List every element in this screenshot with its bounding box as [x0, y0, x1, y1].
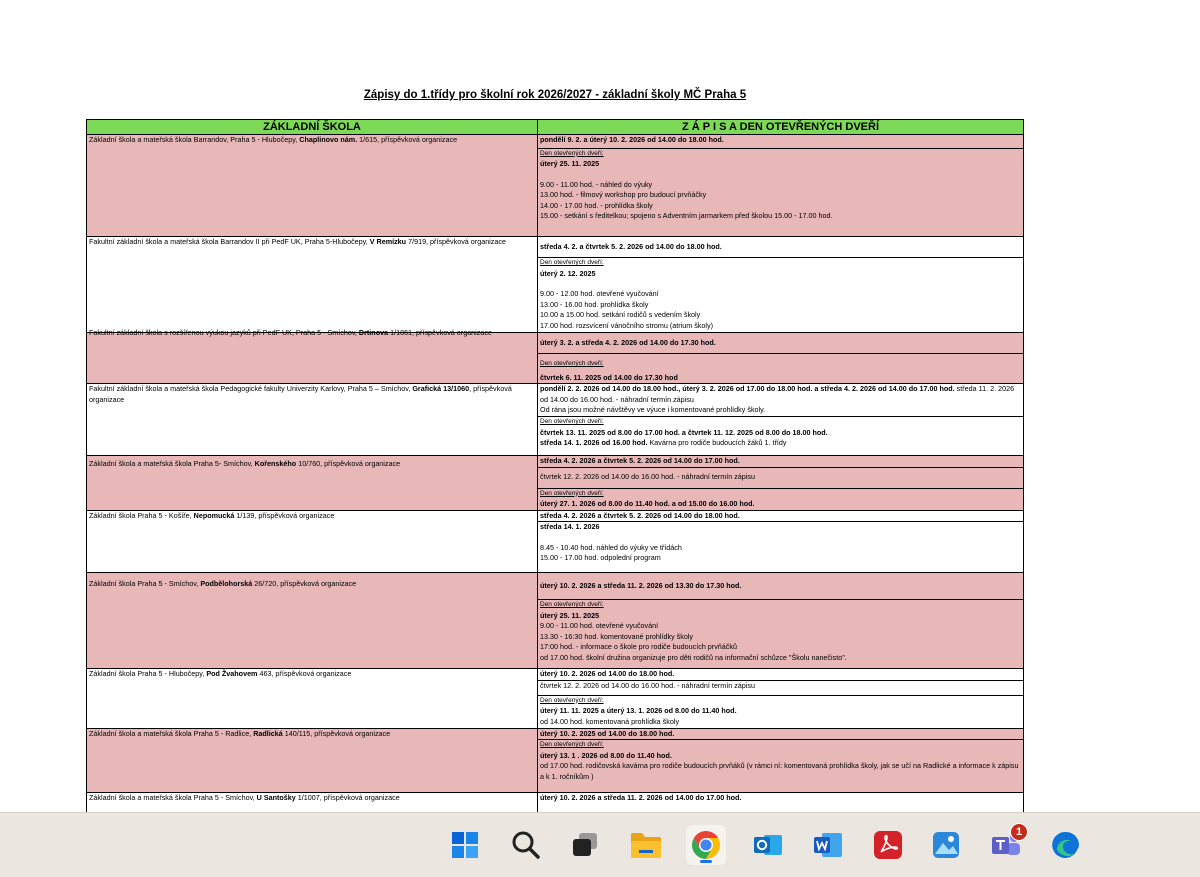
- enroll-alt-cell: čtvrtek 12. 2. 2026 od 14.00 do 16.00 hod. - náhradní termín zápisu: [538, 467, 1024, 488]
- document-title: Zápisy do 1.třídy pro školní rok 2026/2027 - základní školy MČ Praha 5: [363, 89, 747, 101]
- enroll-cell: středa 4. 2. 2026 a čtvrtek 5. 2. 2026 od 14.00 do 18.00 hod.: [538, 510, 1024, 522]
- header-school: ZÁKLADNÍ ŠKOLA: [87, 120, 538, 135]
- enroll-cell: úterý 10. 2. 2026 a středa 11. 2. 2026 od 13.30 do 17.30 hod.: [538, 573, 1024, 600]
- task-view-icon[interactable]: [565, 825, 605, 865]
- open-day-cell: Den otevřených dveří: úterý 27. 1. 2026 od 8.00 do 11.40 hod. a od 15.00 do 16.00 hod.: [538, 488, 1024, 510]
- table-row: [87, 669, 1024, 681]
- school-cell: Základní škola a mateřská škola Praha 5 - Radlice, Radlická 140/115, příspěvková organizace: [87, 728, 538, 793]
- table-header-row: [87, 120, 1024, 135]
- enrollment-table: [86, 119, 1024, 812]
- school-cell: Fakultní základní škola a mateřská škola Pedagogické fakulty Univerzity Karlovy, Praha 5 – Smíchov, Grafická 13/1060, příspěvková organizace: [87, 384, 538, 456]
- chrome-icon[interactable]: [686, 825, 726, 865]
- windows-start-icon[interactable]: [445, 825, 485, 865]
- enroll-cell: úterý 10. 2. 2025 od 14.00 do 18.00 hod.: [538, 728, 1024, 740]
- word-icon[interactable]: [808, 825, 848, 865]
- open-day-cell: Den otevřených dveří: úterý 13. 1 . 2026 od 8.00 do 11.40 hod. od 17.00 hod. rodičovská kavárna pro rodiče budoucích prvňáků (v rámci ní: komentovaná prohlídka školy, jak se učí na Radlické a informace k zápisu a k 1. ročníkům ): [538, 740, 1024, 793]
- teams-icon[interactable]: [986, 825, 1026, 865]
- table-row: [87, 510, 1024, 522]
- enroll-cell: středa 4. 2. a čtvrtek 5. 2. 2026 od 14.00 do 18.00 hod.: [538, 237, 1024, 258]
- enroll-alt-cell: čtvrtek 12. 2. 2026 od 14.00 do 16.00 hod. - náhradní termín zápisu: [538, 680, 1024, 695]
- acrobat-icon[interactable]: [868, 825, 908, 865]
- table-row: [87, 793, 1024, 813]
- outlook-icon[interactable]: [748, 825, 788, 865]
- taskbar: [0, 812, 1200, 877]
- open-day-cell: Den otevřených dveří: čtvrtek 13. 11. 2025 od 8.00 do 17.00 hod. a čtvrtek 11. 12. 2025 od 8.00 do 18.00 hod. středa 14. 1. 2026 od 16.00 hod. Kavárna pro rodiče budoucích žáků 1. třídy: [538, 417, 1024, 456]
- table-row: [87, 237, 1024, 258]
- table-row: [87, 384, 1024, 417]
- enroll-cell: středa 4. 2. 2026 a čtvrtek 5. 2. 2026 od 14.00 do 17.00 hod.: [538, 456, 1024, 468]
- search-icon[interactable]: [506, 825, 546, 865]
- teams-notification-badge: 1: [1010, 823, 1028, 841]
- enroll-cell: úterý 3. 2. a středa 4. 2. 2026 od 14.00 do 17.30 hod.: [538, 333, 1024, 354]
- edge-icon[interactable]: [1046, 825, 1086, 865]
- table-row: [87, 456, 1024, 468]
- open-day-cell: Den otevřených dveří: úterý 2. 12. 2025 9.00 - 12.00 hod. otevřené vyučování 13.00 - 16.00 hod. prohlídka školy 10.00 a 15.00 hod. setkání rodičů s vedením školy 17.00 hod. rozsvícení vánočního stromu (atrium školy): [538, 258, 1024, 333]
- open-day-cell: středa 14. 1. 2026 8.45 - 10.40 hod. náhled do výuky ve třídách 15.00 - 17.00 hod. odpolední program: [538, 522, 1024, 573]
- table-row: [87, 333, 1024, 354]
- school-cell: Základní škola a mateřská škola Praha 5 - Smíchov, U Santošky 1/1007, příspěvková organizace: [87, 793, 538, 813]
- open-day-cell: Den otevřených dveří: úterý 25. 11. 2025 9.00 - 11.00 hod. otevřené vyučování 13.30 - 16:30 hod. komentované prohlídky školy 17:00 hod. - informace o škole pro rodiče budoucích prvňáčků od 17.00 hod. školní družina organizuje pro děti rodičů na informační schůzce "Školu nanečisto".: [538, 600, 1024, 669]
- enroll-cell: pondělí 9. 2. a úterý 10. 2. 2026 od 14.00 do 18.00 hod.: [538, 135, 1024, 149]
- table-row: [87, 728, 1024, 740]
- school-cell: Základní škola Praha 5 - Smíchov, Podbělohorská 26/720, příspěvková organizace: [87, 573, 538, 669]
- school-cell: Základní škola Praha 5 - Hlubočepy, Pod Žvahovem 463, příspěvková organizace: [87, 669, 538, 729]
- school-cell: Základní škola a mateřská škola Praha 5- Smíchov, Kořenského 10/760, příspěvková organizace: [87, 456, 538, 511]
- school-cell: Fakultní základní škola s rozšířenou výukou jazyků při PedF UK, Praha 5 - Smíchov, Drtinova 1/1861, příspěvková organizace: [87, 333, 538, 384]
- header-enroll: Z Á P I S A DEN OTEVŘENÝCH DVEŘÍ: [538, 120, 1024, 135]
- enroll-cell: úterý 10. 2. 2026 od 14.00 do 18.00 hod.: [538, 669, 1024, 681]
- open-day-cell: Den otevřených dveří: úterý 25. 11. 2025 9.00 - 11.00 hod. - náhled do výuky 13.00 hod. - filmový workshop pro budoucí prvňáčky 14.00 - 17.00 hod. - prohlídka školy 15.00 - setkání s ředitelkou; spojeno s Adventním jarmarkem před školou 15.00 - 17.00 hod.: [538, 148, 1024, 236]
- school-cell: Základní škola Praha 5 - Košíře, Nepomucká 1/139, příspěvková organizace: [87, 510, 538, 573]
- open-day-cell: Den otevřených dveří: čtvrtek 6. 11. 2025 od 14.00 do 17.30 hod: [538, 354, 1024, 384]
- enroll-cell: pondělí 2. 2. 2026 od 14.00 do 18.00 hod., úterý 3. 2. 2026 od 17.00 do 18.00 hod. a středa 4. 2. 2026 od 14.00 do 17.00 hod. středa 11. 2. 2026 od 14.00 do 16.00 hod. - náhradní termín zápisu Od rána jsou možné návštěvy ve výuce i komentované prohlídky školy.: [538, 384, 1024, 417]
- file-explorer-icon[interactable]: [626, 825, 666, 865]
- table-row: [87, 135, 1024, 149]
- table-row: [87, 573, 1024, 600]
- active-indicator: [700, 860, 712, 863]
- school-cell: Základní škola a mateřská škola Barrandov, Praha 5 - Hlubočepy, Chaplinovo nám. 1/615, příspěvková organizace: [87, 135, 538, 237]
- enroll-cell: úterý 10. 2. 2026 a středa 11. 2. 2026 od 14.00 do 17.00 hod.: [538, 793, 1024, 813]
- photos-icon[interactable]: [926, 825, 966, 865]
- open-day-cell: Den otevřených dveří: úterý 11. 11. 2025 a úterý 13. 1. 2026 od 8.00 do 11.40 hod. od 14.00 hod. komentovaná prohlídka školy: [538, 695, 1024, 728]
- school-cell: Fakultní základní škola a mateřská škola Barrandov II při PedF UK, Praha 5-Hlubočepy, V Remízku 7/919, příspěvková organizace: [87, 237, 538, 333]
